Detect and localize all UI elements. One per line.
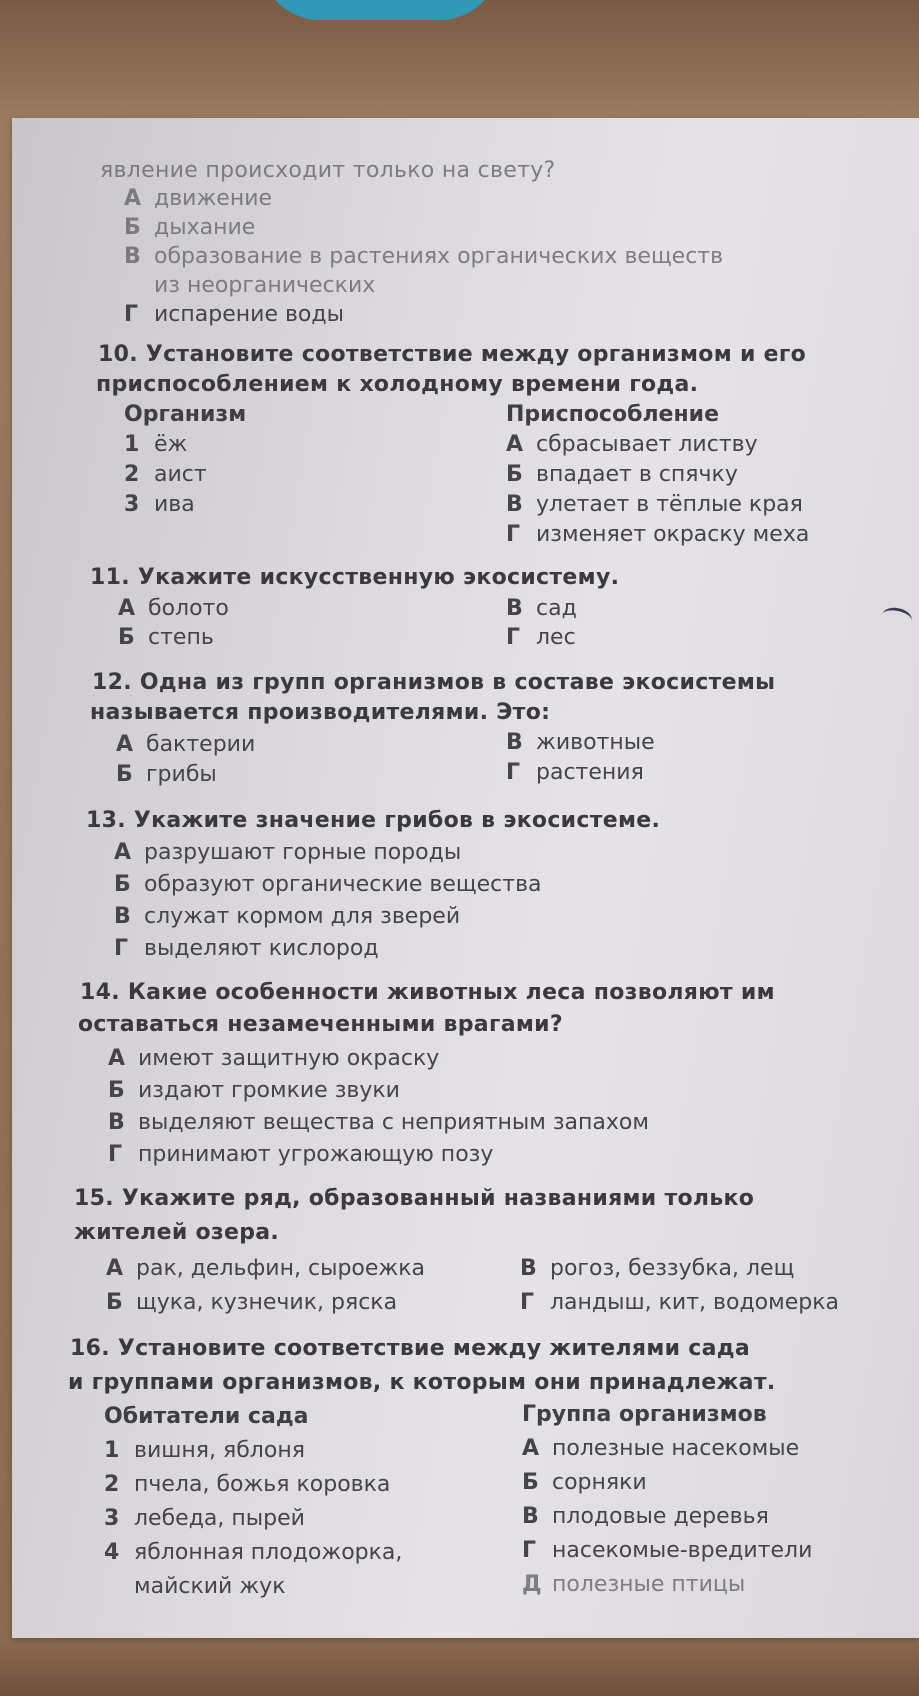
q9-b-letter: Б (124, 215, 141, 240)
q15-option-d (520, 1288, 839, 1318)
q9-a-letter: А (124, 186, 142, 211)
q10-left-3 (124, 490, 195, 520)
q11-option-a (118, 594, 229, 624)
q14-option-d (108, 1140, 493, 1170)
q10-right-d (506, 520, 809, 550)
q16-left-1-text: вишня, яблоня (134, 1438, 305, 1463)
q11-a-text: болото (148, 596, 229, 621)
q10-right-b-text: впадает в спячку (536, 462, 738, 487)
q11-b-letter: Б (118, 625, 135, 650)
q16-right-a-letter: А (522, 1436, 540, 1461)
q12-d-text: растения (536, 760, 644, 785)
q12-option-b (116, 760, 217, 790)
q10-right-d-letter: Г (506, 522, 521, 547)
q14-title-line2: оставаться незамеченными врагами? (78, 1012, 563, 1037)
q13-d-letter: Г (114, 936, 129, 961)
q12-b-letter: Б (116, 762, 133, 787)
q16-right-c (522, 1502, 769, 1532)
q16-right-e (522, 1570, 745, 1600)
q10-left-3-num: 3 (124, 492, 140, 517)
q15-option-c (520, 1254, 794, 1284)
q13-b-text: образуют органические вещества (144, 872, 542, 897)
q15-b-text: щука, кузнечик, ряска (136, 1290, 398, 1315)
pen-mark (880, 605, 913, 630)
q10-left-3-text: ива (154, 492, 195, 517)
q15-option-b (106, 1288, 397, 1318)
q12-b-text: грибы (146, 762, 217, 787)
q10-right-a-text: сбрасывает листву (536, 432, 758, 457)
q16-col1-header: Обитатели сада (104, 1404, 309, 1429)
q15-d-letter: Г (520, 1290, 535, 1315)
q13-a-letter: А (114, 840, 132, 865)
q13-option-a (114, 838, 461, 868)
q15-title-line2: жителей озера. (74, 1220, 280, 1245)
q16-right-c-text: плодовые деревья (552, 1504, 769, 1529)
q13-d-text: выделяют кислород (144, 936, 379, 961)
q15-option-a (106, 1254, 425, 1284)
q9-a-text: движение (154, 186, 273, 211)
q12-c-text: животные (536, 730, 655, 755)
q10-left-2-text: аист (154, 462, 207, 487)
q14-title-line1: 14. Какие особенности животных леса позволяют им (80, 980, 775, 1005)
q12-a-text: бактерии (146, 732, 256, 757)
q14-option-a (108, 1044, 439, 1074)
q9-b-text: дыхание (154, 215, 256, 240)
q9-tail: явление происходит только на свету? (100, 158, 556, 183)
q13-option-c (114, 902, 460, 932)
q14-b-letter: Б (108, 1078, 125, 1103)
q16-left-3-num: 3 (104, 1506, 120, 1531)
q16-left-1-num: 1 (104, 1438, 120, 1463)
q12-option-a (116, 730, 255, 760)
q15-d-text: ландыш, кит, водомерка (550, 1290, 839, 1315)
q9-option-c (124, 242, 723, 272)
q16-left-1 (104, 1436, 305, 1466)
q16-left-4 (104, 1538, 402, 1568)
q16-right-d-letter: Г (522, 1538, 537, 1563)
q13-option-d (114, 934, 379, 964)
q12-title-line2: называется производителями. Это: (90, 700, 551, 725)
q14-d-letter: Г (108, 1142, 123, 1167)
q12-option-c (506, 728, 655, 758)
q16-title-line1: 16. Установите соответствие между жителями сада (70, 1336, 750, 1361)
q14-b-text: издают громкие звуки (138, 1078, 400, 1103)
q11-title: 11. Укажите искусственную экосистему. (90, 565, 620, 590)
q11-d-text: лес (536, 625, 576, 650)
q14-a-text: имеют защитную окраску (138, 1046, 440, 1071)
q15-title-line1: 15. Укажите ряд, образованный названиями только (74, 1186, 755, 1211)
q10-right-c-text: улетает в тёплые края (536, 492, 803, 517)
q11-c-letter: В (506, 596, 523, 621)
q16-left-3-text: лебеда, пырей (134, 1506, 305, 1531)
q10-title-line1: 10. Установите соответствие между организмом и его (98, 342, 807, 367)
q16-right-a-text: полезные насекомые (552, 1436, 800, 1461)
blue-object-top (260, 0, 500, 20)
q9-option-b (124, 213, 255, 243)
q16-right-d-text: насекомые-вредители (552, 1538, 813, 1563)
q15-c-text: рогоз, беззубка, лещ (550, 1256, 795, 1281)
q13-c-text: служат кормом для зверей (144, 904, 461, 929)
q16-col2-header: Группа организмов (522, 1402, 767, 1427)
q10-left-1 (124, 430, 187, 460)
q9-option-d (124, 300, 344, 330)
q16-left-3 (104, 1504, 305, 1534)
q10-col1-header: Организм (124, 402, 247, 427)
q16-left-2 (104, 1470, 390, 1500)
q16-title-line2: и группами организмов, к которым они принадлежат. (68, 1370, 776, 1395)
q12-a-letter: А (116, 732, 134, 757)
q15-a-letter: А (106, 1256, 124, 1281)
q16-right-b-text: сорняки (552, 1470, 647, 1495)
q10-right-b-letter: Б (506, 462, 523, 487)
q12-d-letter: Г (506, 760, 521, 785)
q10-right-c (506, 490, 803, 520)
q14-option-c (108, 1108, 649, 1138)
q11-d-letter: Г (506, 625, 521, 650)
q16-left-2-num: 2 (104, 1472, 120, 1497)
q16-right-a (522, 1434, 799, 1464)
q9-option-c-cont: из неорганических (154, 273, 376, 298)
q11-a-letter: А (118, 596, 136, 621)
q11-option-d (506, 623, 576, 653)
q16-left-4-text: яблонная плодожорка, (134, 1540, 403, 1565)
q16-left-4-num: 4 (104, 1540, 120, 1565)
q12-option-d (506, 758, 644, 788)
q9-d-text: испарение воды (154, 302, 344, 327)
q9-d-letter: Г (124, 302, 139, 327)
q13-option-b (114, 870, 542, 900)
q10-left-2 (124, 460, 207, 490)
q9-c-text: образование в растениях органических веществ (154, 244, 724, 269)
q14-option-b (108, 1076, 400, 1106)
q14-c-letter: В (108, 1110, 125, 1135)
q9-c-letter: В (124, 244, 141, 269)
q10-left-1-num: 1 (124, 432, 140, 457)
q13-b-letter: Б (114, 872, 131, 897)
q16-right-d (522, 1536, 812, 1566)
q10-right-a (506, 430, 758, 460)
page-content (12, 118, 919, 1638)
q12-c-letter: В (506, 730, 523, 755)
q9-option-a (124, 184, 272, 214)
q12-title-line1: 12. Одна из групп организмов в составе экосистемы (92, 670, 776, 695)
q10-left-2-num: 2 (124, 462, 140, 487)
q11-b-text: степь (148, 625, 214, 650)
q16-left-4-cont: майский жук (134, 1574, 286, 1599)
q16-left-2-text: пчела, божья коровка (134, 1472, 391, 1497)
q16-right-b-letter: Б (522, 1470, 539, 1495)
q16-right-c-letter: В (522, 1504, 539, 1529)
q10-right-a-letter: А (506, 432, 524, 457)
q16-right-b (522, 1468, 647, 1498)
q10-title-line2: приспособлением к холодному времени года. (96, 372, 699, 397)
q10-right-d-text: изменяет окраску меха (536, 522, 810, 547)
q13-c-letter: В (114, 904, 131, 929)
q10-right-c-letter: В (506, 492, 523, 517)
test-page (12, 118, 919, 1638)
q16-right-e-letter: Д (522, 1572, 542, 1597)
q10-col2-header: Приспособление (506, 402, 720, 427)
q10-right-b (506, 460, 738, 490)
q15-c-letter: В (520, 1256, 537, 1281)
q10-left-1-text: ёж (154, 432, 188, 457)
q13-title: 13. Укажите значение грибов в экосистеме. (86, 808, 661, 833)
q15-b-letter: Б (106, 1290, 123, 1315)
q11-c-text: сад (536, 596, 577, 621)
q11-option-b (118, 623, 214, 653)
q11-option-c (506, 594, 577, 624)
q15-a-text: рак, дельфин, сыроежка (136, 1256, 425, 1281)
q14-c-text: выделяют вещества с неприятным запахом (138, 1110, 649, 1135)
q16-right-e-text: полезные птицы (552, 1572, 746, 1597)
q14-a-letter: А (108, 1046, 126, 1071)
q13-a-text: разрушают горные породы (144, 840, 462, 865)
q14-d-text: принимают угрожающую позу (138, 1142, 494, 1167)
